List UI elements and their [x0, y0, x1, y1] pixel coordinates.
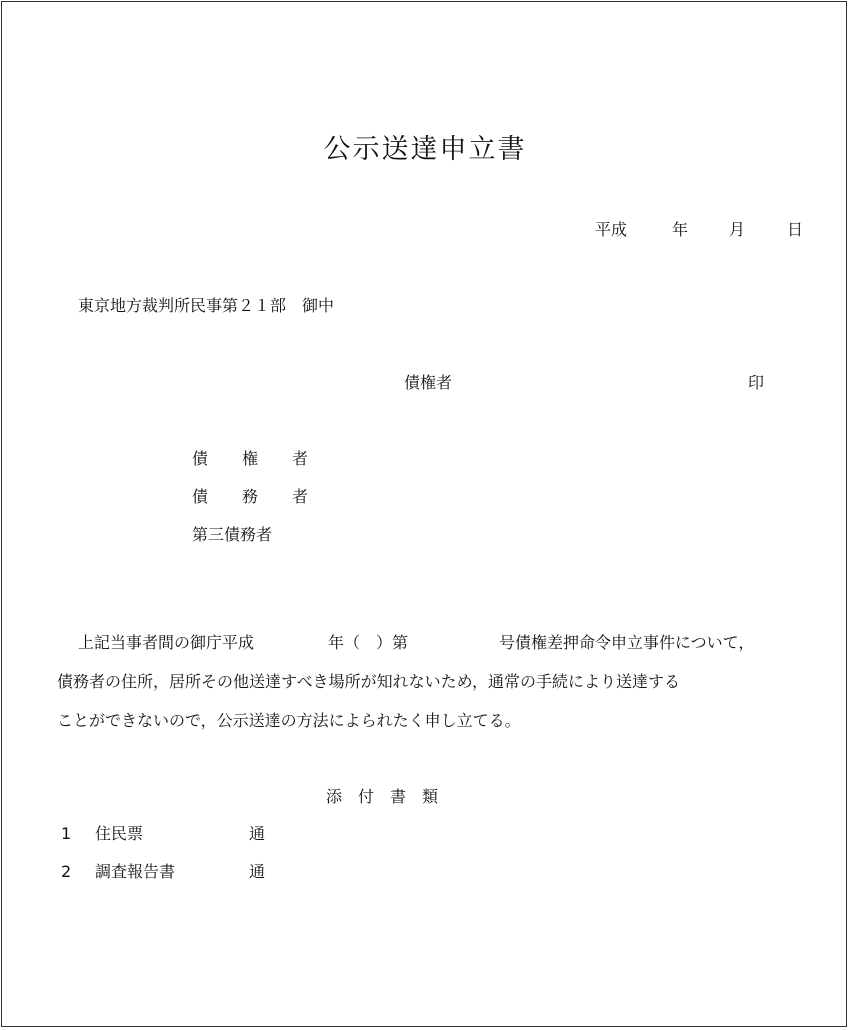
- party-debtor: 債 務 者: [192, 487, 318, 506]
- attachment-unit: 通: [249, 862, 266, 881]
- attachment-name: 調査報告書: [95, 862, 176, 881]
- attachment-unit: 通: [249, 824, 266, 843]
- document-title: 公示送達申立書: [323, 134, 527, 165]
- attachments-heading: 添付書類: [326, 787, 455, 806]
- party-creditor: 債 権 者: [192, 449, 318, 468]
- attachment-number: 1: [61, 824, 72, 843]
- attachment-name: 住民票: [95, 824, 144, 843]
- body-line-3: ことができないので，公示送達の方法によられたく申し立てる。: [57, 711, 521, 730]
- addressee-court: 東京地方裁判所民事第２１部 御中: [78, 296, 335, 315]
- date-month-label: 月: [729, 220, 746, 239]
- body-line-1-a: 上記当事者間の御庁平成: [78, 633, 255, 652]
- body-line-2: 債務者の住所，居所その他送達すべき場所が知れないため，通常の手続により送達する: [57, 672, 681, 691]
- party-third-debtor: 第三債務者: [192, 525, 273, 544]
- date-year-label: 年: [672, 220, 689, 239]
- date-day-label: 日: [787, 220, 804, 239]
- applicant-label: 債権者: [404, 373, 453, 392]
- attachment-number: 2: [61, 862, 72, 881]
- date-era: 平成: [595, 220, 628, 239]
- body-line-1-b: 年（ ）第: [328, 633, 409, 652]
- body-line-1-c: 号債権差押命令申立事件について，: [499, 633, 755, 652]
- document-page: [1, 1, 847, 1027]
- seal-mark: 印: [748, 373, 765, 392]
